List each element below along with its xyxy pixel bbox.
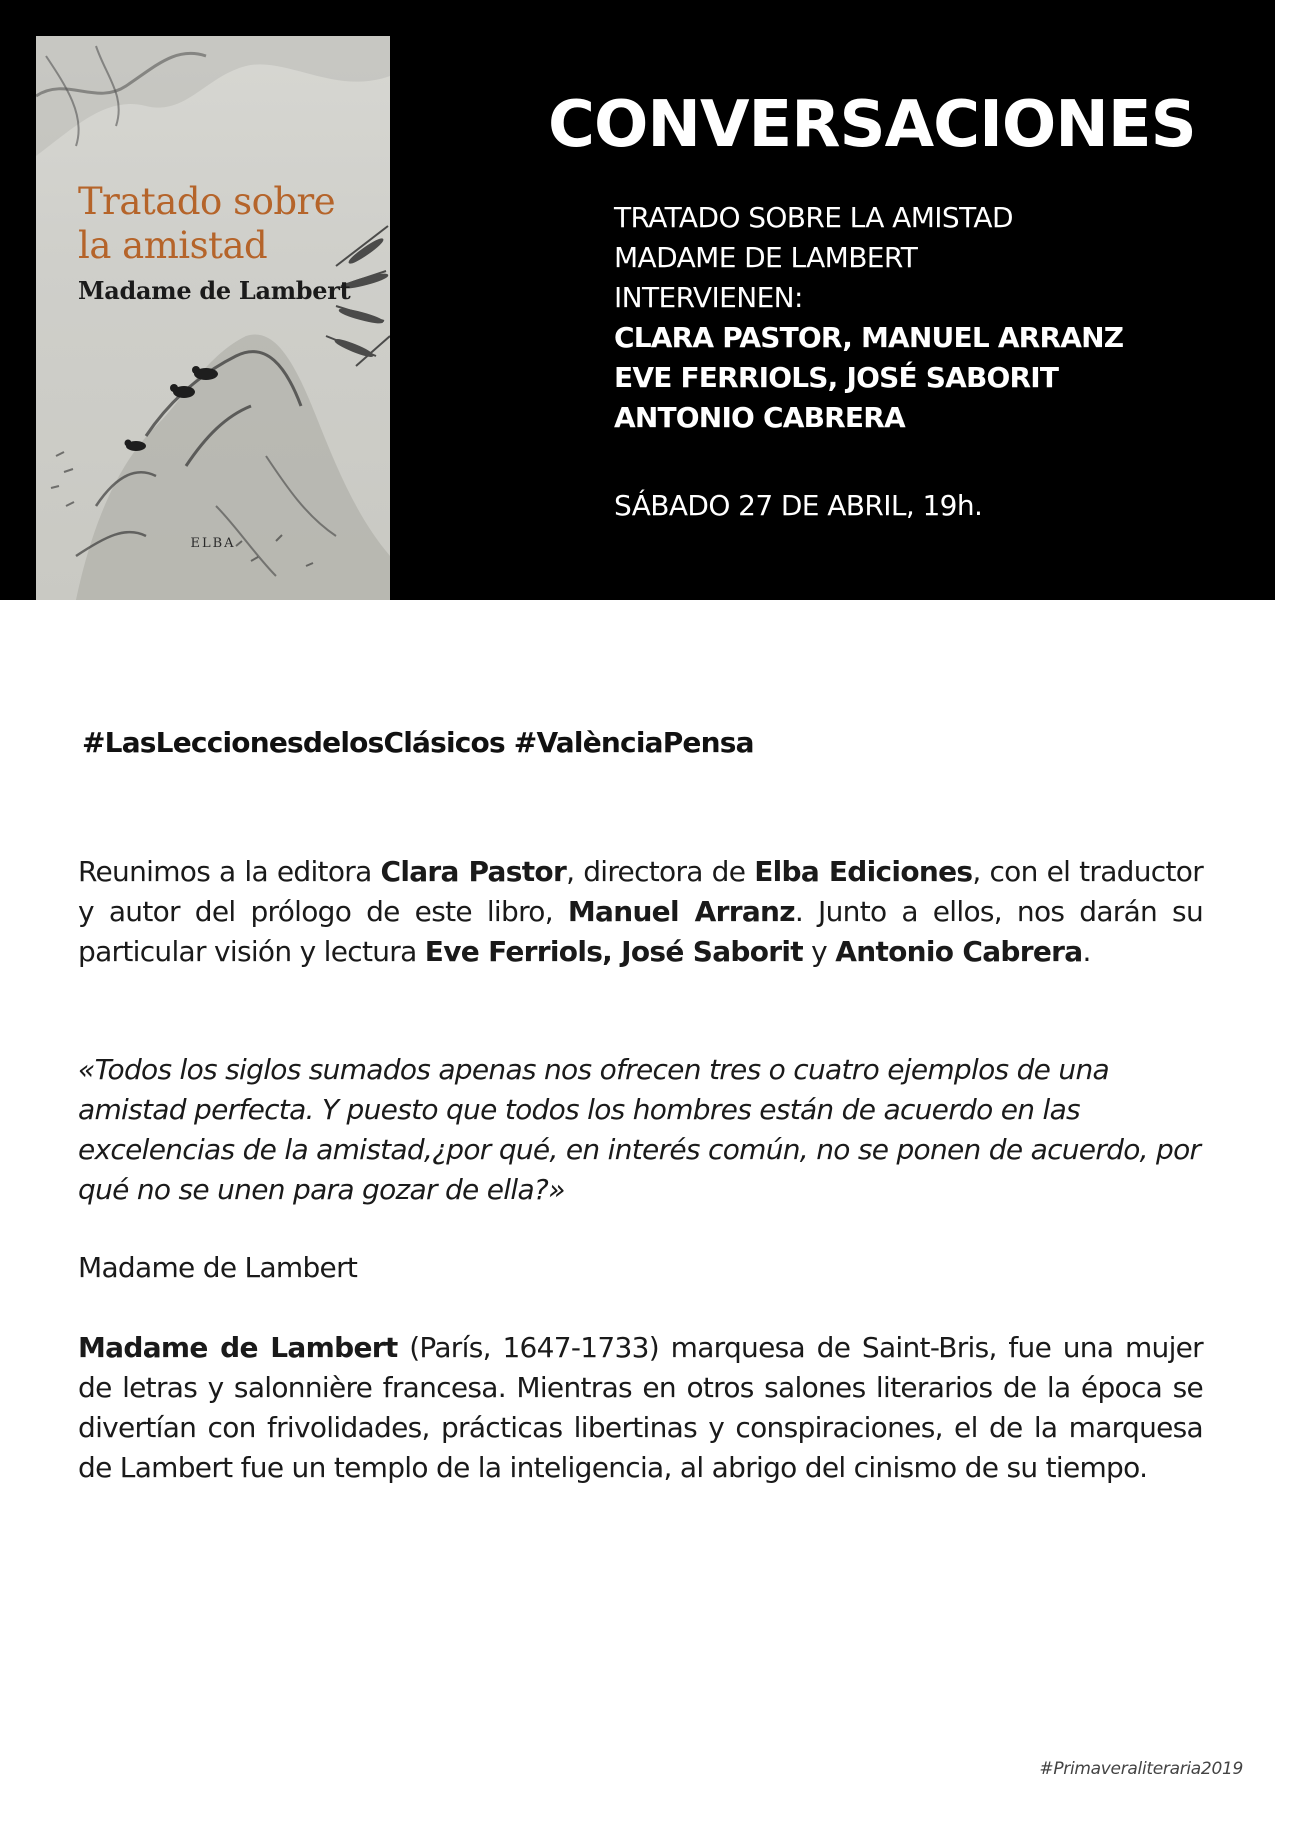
ink-landscape-illustration xyxy=(36,36,390,600)
intro-name-elba-ediciones: Elba Ediciones xyxy=(754,855,973,888)
intro-name-manuel-arranz: Manuel Arranz xyxy=(567,895,795,928)
cover-title-line: la amistad xyxy=(78,224,268,267)
event-date: SÁBADO 27 DE ABRIL, 19h. xyxy=(614,489,983,522)
event-intervienen-label: INTERVIENEN: xyxy=(614,281,803,314)
header-band xyxy=(0,0,1275,600)
intro-text: . Junto a ellos, nos darán su particular visión y lectura xyxy=(78,895,1203,968)
event-speakers: ANTONIO CABRERA xyxy=(614,401,905,434)
event-book-title: TRATADO SOBRE LA AMISTAD xyxy=(614,201,1013,234)
quote-paragraph: «Todos los siglos sumados apenas nos ofrecen tres o cuatro ejemplos de una amistad perfecta. Y puesto que todos los hombres están de acuerdo en las excelencias de la amistad,¿por qué, en interés común, no se ponen de acuerdo, por qué no se unen para gozar de ella?» xyxy=(78,1053,1201,1206)
quote-attribution: Madame de Lambert xyxy=(78,1251,358,1284)
intro-name-antonio-cabrera: Antonio Cabrera xyxy=(835,935,1083,968)
event-author: MADAME DE LAMBERT xyxy=(614,241,918,274)
intro-text: . xyxy=(1082,935,1091,968)
intro-paragraph xyxy=(78,852,1203,972)
intro-name-ferriols-saborit: Eve Ferriols, José Saborit xyxy=(424,935,803,968)
cover-author: Madame de Lambert xyxy=(78,276,351,305)
bio-name: Madame de Lambert xyxy=(78,1331,398,1364)
event-info xyxy=(614,198,1214,526)
intro-text: Reunimos a la editora xyxy=(78,855,381,888)
event-speakers: EVE FERRIOLS, JOSÉ SABORIT xyxy=(614,361,1059,394)
bio-paragraph xyxy=(78,1328,1203,1488)
intro-name-clara-pastor: Clara Pastor xyxy=(380,855,567,888)
cover-title xyxy=(78,180,378,268)
intro-text: , con el traductor y autor del prólogo de este libro, xyxy=(78,855,1204,928)
intro-text: y xyxy=(802,935,836,968)
book-cover-image xyxy=(36,36,390,600)
intro-text: , directora de xyxy=(566,855,755,888)
bio-text: (París, 1647-1733) marquesa de Saint-Bris, fue una mujer de letras y salonnière francesa. Mientras en otros salones literarios de la época se divertían con frivolidades, prácticas libertinas y conspiraciones, el de la marquesa de Lambert fue un templo de la inteligencia, al abrigo del cinismo de su tiempo. xyxy=(78,1331,1203,1484)
footer-hashtag: #Primaveraliteraria2019 xyxy=(1039,1759,1243,1779)
event-title: CONVERSACIONES xyxy=(548,88,1196,162)
cover-title-line: Tratado sobre xyxy=(78,180,336,223)
event-speakers: CLARA PASTOR, MANUEL ARRANZ xyxy=(614,321,1124,354)
cover-publisher: ELBA xyxy=(190,536,236,551)
hashtags: #LasLeccionesdelosClásicos #ValènciaPensa xyxy=(82,726,754,759)
